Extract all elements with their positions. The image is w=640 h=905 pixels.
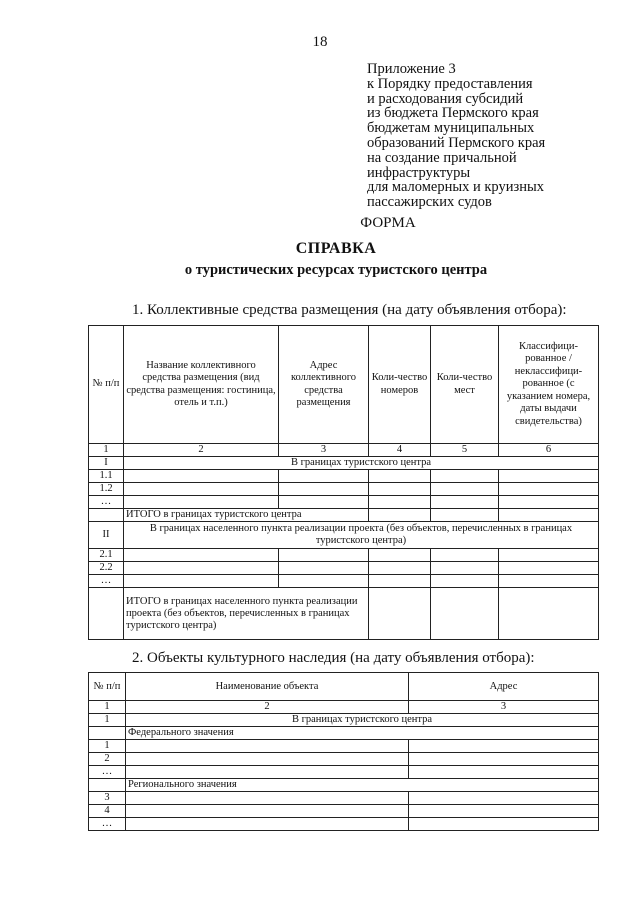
row-number: … — [89, 818, 126, 831]
table-row — [89, 483, 599, 496]
col-number: 2 — [126, 701, 409, 714]
col-number: 3 — [409, 701, 599, 714]
header-rooms: Коли-чество номеров — [369, 326, 431, 444]
header-num: № п/п — [89, 673, 126, 701]
row-number: 2 — [89, 753, 126, 766]
row-number: … — [89, 496, 124, 509]
col-number: 3 — [279, 444, 369, 457]
total-label: ИТОГО в границах туристского центра — [124, 509, 369, 522]
accommodation-table — [88, 325, 599, 640]
col-number: 2 — [124, 444, 279, 457]
table-row — [89, 562, 599, 575]
row-number: 4 — [89, 805, 126, 818]
row-number: 1 — [89, 740, 126, 753]
document-subtitle: о туристических ресурсах туристского центра — [184, 262, 488, 278]
table-row — [89, 753, 599, 766]
group-label: В границах населенного пункта реализации проекта (без объектов, перечисленных в границах туристского центра) — [124, 522, 599, 549]
section2-heading: 2. Объекты культурного наследия (на дату объявления отбора): — [132, 650, 535, 666]
table-row — [89, 805, 599, 818]
row-number: … — [89, 575, 124, 588]
table-row — [89, 792, 599, 805]
row-number: … — [89, 766, 126, 779]
header-name: Наименование объекта — [126, 673, 409, 701]
category-label: Федерального значения — [126, 727, 599, 740]
col-number: 5 — [431, 444, 499, 457]
table-row — [89, 740, 599, 753]
col-number: 6 — [499, 444, 599, 457]
header-class: Классифици-рованное / неклассифици-рованное (с указанием номера, даты выдачи свидетельства) — [499, 326, 599, 444]
annex-text: Приложение 3 к Порядку предоставления и расходования субсидий из бюджета Пермского края бюджетам муниципальных образований Пермского края на создание причальной инфраструктуры для маломерных и круизных пассажирских судов — [367, 61, 546, 211]
row-number: 1.2 — [89, 483, 124, 496]
header-places: Коли-чество мест — [431, 326, 499, 444]
table-row — [89, 575, 599, 588]
row-number: 2.1 — [89, 549, 124, 562]
group-number: 1 — [89, 714, 126, 727]
total-label: ИТОГО в границах населенного пункта реализации проекта (без объектов, перечисленных в границах туристского центра) — [124, 588, 369, 640]
table-row — [89, 549, 599, 562]
group-number: I — [89, 457, 124, 470]
group-number: II — [89, 522, 124, 549]
table-row — [89, 496, 599, 509]
col-number: 1 — [89, 701, 126, 714]
section1-heading: 1. Коллективные средства размещения (на дату объявления отбора): — [132, 302, 567, 318]
form-label: ФОРМА — [360, 215, 416, 231]
heritage-table — [88, 672, 599, 831]
header-name: Название коллективного средства размещения (вид средства размещения: гостиница, отель и т.п.) — [124, 326, 279, 444]
header-num: № п/п — [89, 326, 124, 444]
page-number: 18 — [312, 34, 328, 50]
table-row — [89, 766, 599, 779]
header-address: Адрес — [409, 673, 599, 701]
group-label: В границах туристского центра — [124, 457, 599, 470]
row-number: 1.1 — [89, 470, 124, 483]
col-number: 4 — [369, 444, 431, 457]
row-number: 3 — [89, 792, 126, 805]
category-label: Регионального значения — [126, 779, 599, 792]
col-number: 1 — [89, 444, 124, 457]
header-address: Адрес коллективного средства размещения — [279, 326, 369, 444]
row-number: 2.2 — [89, 562, 124, 575]
group-label: В границах туристского центра — [126, 714, 599, 727]
table-row — [89, 470, 599, 483]
document-title: СПРАВКА — [295, 240, 377, 257]
table-row — [89, 818, 599, 831]
